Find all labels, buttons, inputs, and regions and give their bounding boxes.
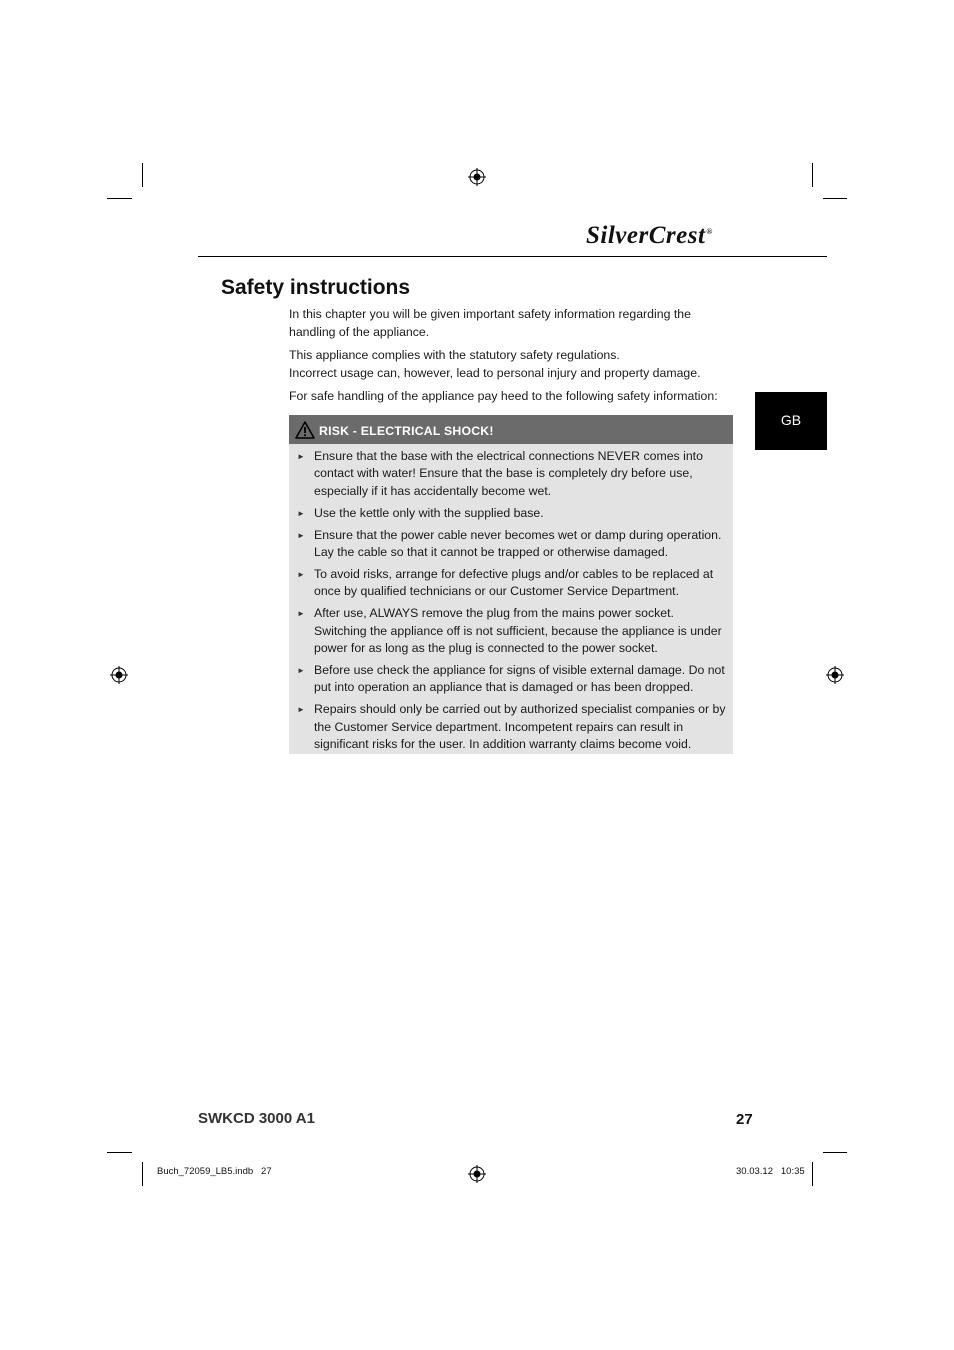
brand-name: SilverCrest xyxy=(586,222,706,249)
slug-file: Buch_72059_LB5.indb 27 xyxy=(157,1166,272,1177)
intro-paragraph: In this chapter you will be given important safety information regarding the handling of the appliance. xyxy=(289,307,691,339)
list-item-text: After use, ALWAYS remove the plug from the mains power socket. Switching the appliance off is not sufficient, because the appliance is under power for as long as the plug is connected to the power socket. xyxy=(314,606,722,656)
header-rule xyxy=(198,256,827,257)
registration-mark-icon xyxy=(110,666,128,684)
crop-mark xyxy=(812,163,813,187)
intro-line: Incorrect usage can, however, lead to personal injury and property damage. xyxy=(289,365,701,380)
list-item xyxy=(289,527,733,562)
intro-paragraph: For safe handling of the appliance pay heed to the following safety information: xyxy=(289,389,718,403)
language-label: GB xyxy=(780,412,802,428)
registration-mark-icon xyxy=(468,1165,486,1183)
list-item-text: Repairs should only be carried out by authorized specialist companies or by the Customer Service department. Incompetent repairs can result in significant risks for the user. In addition warranty claims become void. xyxy=(314,702,726,752)
triangle-right-icon: ► xyxy=(297,665,305,675)
model-number: SWKCD 3000 A1 xyxy=(198,1110,315,1127)
intro-paragraph-compliance xyxy=(289,347,734,382)
intro-line: This appliance complies with the statutory safety regulations. xyxy=(289,348,620,362)
crop-mark xyxy=(142,163,143,187)
crop-mark xyxy=(107,198,132,199)
registration-mark-icon xyxy=(468,168,486,186)
warning-box xyxy=(289,415,733,754)
triangle-right-icon: ► xyxy=(297,705,305,715)
list-item-text: Ensure that the power cable never becomes wet or damp during operation. Lay the cable so that it cannot be trapped or otherwise damaged. xyxy=(314,527,722,560)
list-item-text: To avoid risks, arrange for defective plugs and/or cables to be replaced at once by qualified technicians or our Customer Service Department. xyxy=(314,566,714,599)
list-item xyxy=(289,662,733,697)
crop-mark xyxy=(142,1162,143,1186)
brand-logo xyxy=(586,222,713,250)
crop-mark xyxy=(823,1152,847,1153)
list-item-text: Before use check the appliance for signs of visible external damage. Do not put into operation an appliance that is damaged or has been dropped. xyxy=(314,662,725,695)
language-tab xyxy=(755,392,827,450)
list-item xyxy=(289,448,733,500)
triangle-right-icon: ► xyxy=(297,569,305,579)
warning-title: RISK - ELECTRICAL SHOCK! xyxy=(319,424,494,438)
registration-mark-icon xyxy=(826,666,844,684)
crop-mark xyxy=(812,1162,813,1186)
warning-triangle-icon xyxy=(295,421,315,439)
list-item xyxy=(289,566,733,601)
triangle-right-icon: ► xyxy=(297,452,305,461)
triangle-right-icon: ► xyxy=(297,609,305,619)
slug-timestamp: 30.03.12 10:35 xyxy=(736,1166,805,1177)
list-item xyxy=(289,701,733,753)
registered-mark: ® xyxy=(706,226,713,236)
page-number: 27 xyxy=(736,1111,753,1128)
warning-header xyxy=(289,415,733,444)
list-item-text: Use the kettle only with the supplied base. xyxy=(314,505,544,520)
list-item-text: Ensure that the base with the electrical connections NEVER comes into contact with water! Ensure that the base is completely dry before use, especially if it has accidentally become wet. xyxy=(314,449,703,498)
warning-list xyxy=(289,448,733,758)
page-title: Safety instructions xyxy=(221,276,411,299)
triangle-right-icon: ► xyxy=(297,508,305,518)
list-item xyxy=(289,505,733,522)
crop-mark xyxy=(107,1152,132,1153)
crop-mark xyxy=(823,198,847,199)
triangle-right-icon: ► xyxy=(297,530,305,540)
list-item xyxy=(289,605,733,657)
